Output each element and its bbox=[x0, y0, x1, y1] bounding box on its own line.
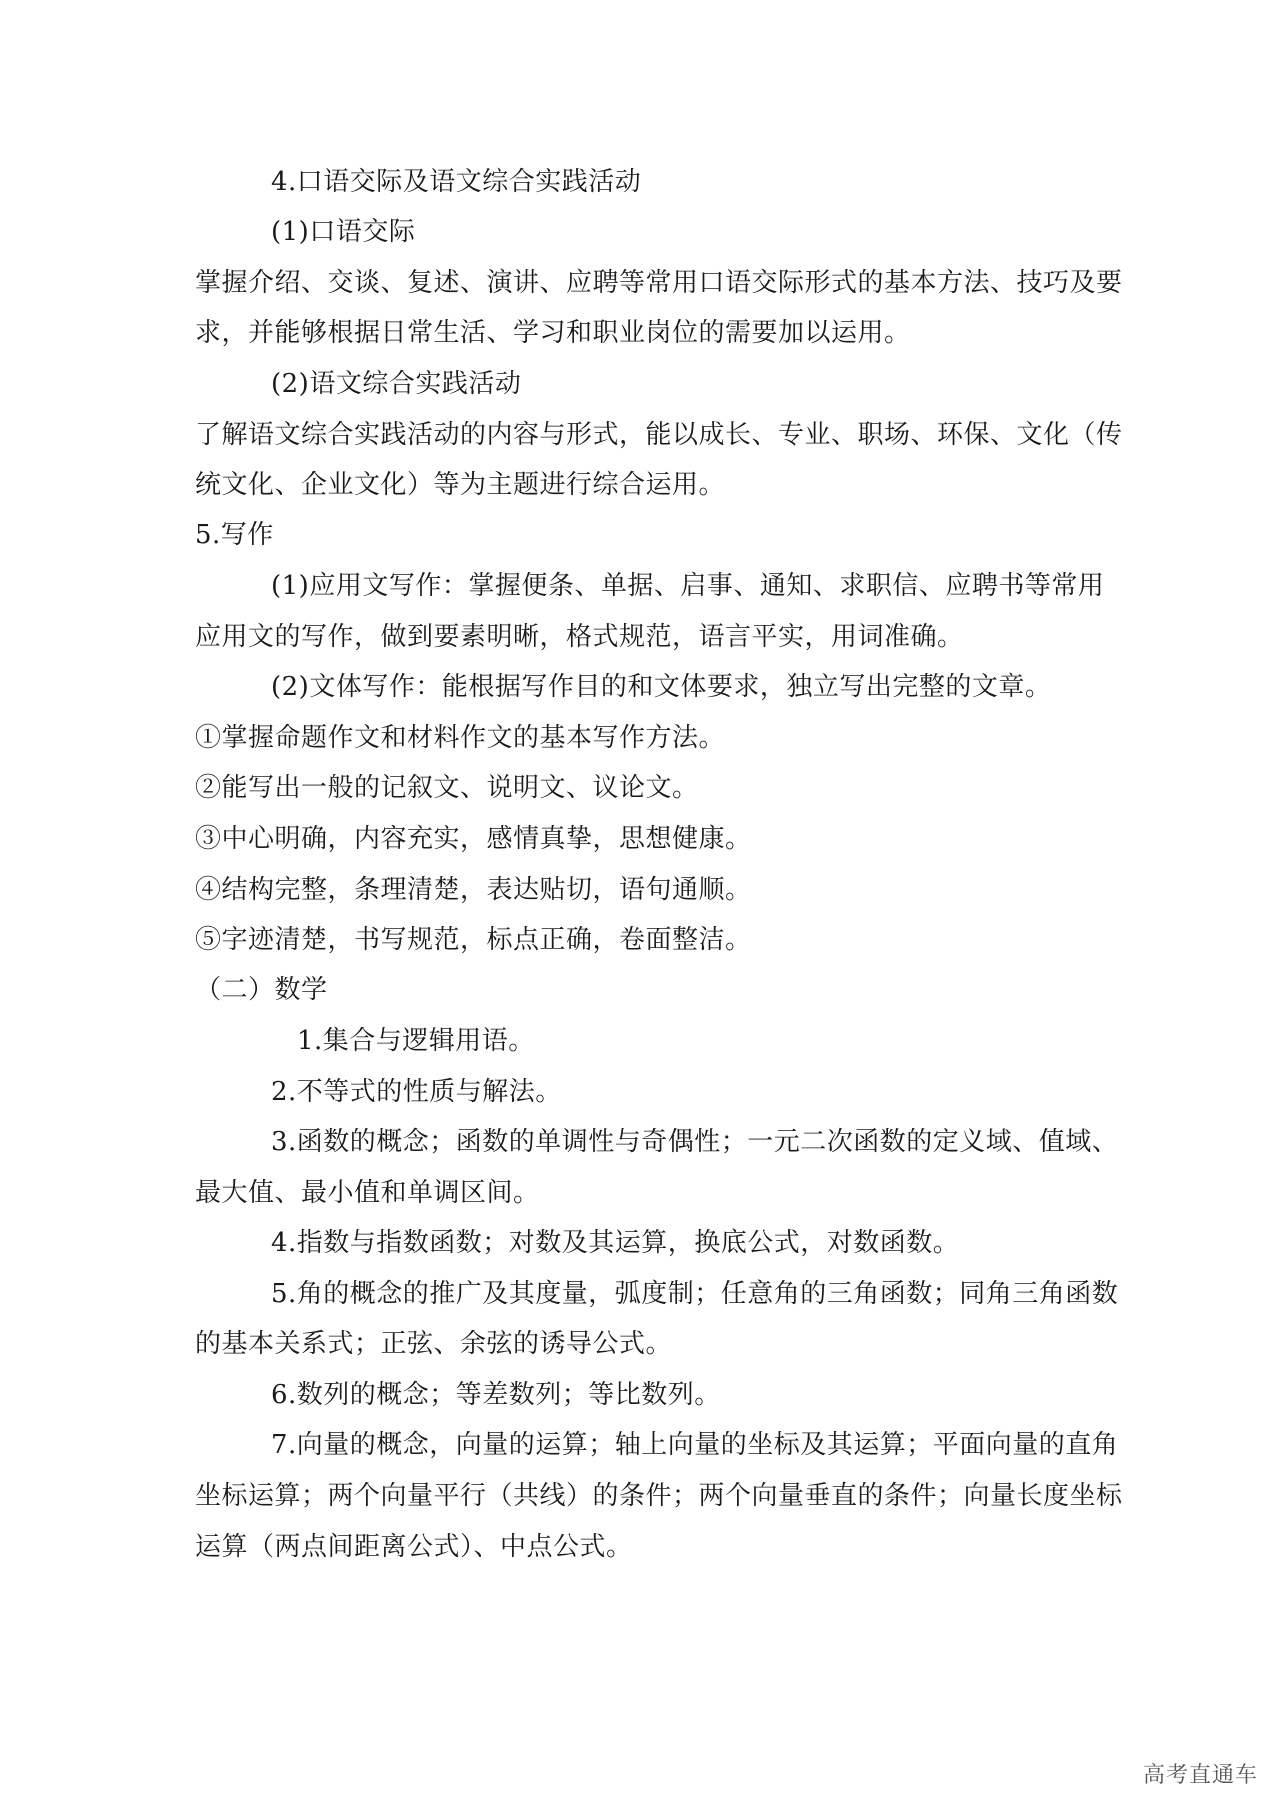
watermark: 高考直通车 bbox=[1142, 1763, 1258, 1788]
list-item: ④结构完整，条理清楚，表达贴切，语句通顺。 bbox=[195, 875, 752, 905]
paragraph-line: 了解语文综合实践活动的内容与形式，能以成长、专业、职场、环保、文化（传 bbox=[195, 420, 1123, 450]
paragraph-line: 掌握介绍、交谈、复述、演讲、应聘等常用口语交际形式的基本方法、技巧及要 bbox=[195, 268, 1123, 298]
paragraph-line: 5.角的概念的推广及其度量，弧度制；任意角的三角函数；同角三角函数 bbox=[271, 1279, 1119, 1309]
paragraph-line: 2.不等式的性质与解法。 bbox=[271, 1077, 562, 1107]
paragraph-line: 应用文的写作，做到要素明晰，格式规范，语言平实，用词准确。 bbox=[195, 622, 964, 652]
heading-writing: 5.写作 bbox=[195, 520, 274, 550]
list-item: ③中心明确，内容充实，感情真挚，思想健康。 bbox=[195, 824, 752, 854]
paragraph-line: 坐标运算；两个向量平行（共线）的条件；两个向量垂直的条件；向量长度坐标 bbox=[195, 1481, 1123, 1511]
list-item: ①掌握命题作文和材料作文的基本写作方法。 bbox=[195, 723, 726, 753]
paragraph-line: (1)应用文写作：掌握便条、单据、启事、通知、求职信、应聘书等常用 bbox=[271, 571, 1105, 601]
paragraph-line: 最大值、最小值和单调区间。 bbox=[195, 1178, 540, 1208]
paragraph-line: (2)文体写作：能根据写作目的和文体要求，独立写出完整的文章。 bbox=[271, 672, 1052, 702]
paragraph-line: 4.指数与指数函数；对数及其运算，换底公式，对数函数。 bbox=[271, 1228, 960, 1258]
heading-mathematics: （二）数学 bbox=[195, 975, 328, 1005]
paragraph-line: 统文化、企业文化）等为主题进行综合运用。 bbox=[195, 470, 726, 500]
paragraph-line: 6.数列的概念；等差数列；等比数列。 bbox=[271, 1380, 721, 1410]
subheading-comprehensive-practice: (2)语文综合实践活动 bbox=[271, 369, 522, 399]
paragraph-line: 3.函数的概念；函数的单调性与奇偶性；一元二次函数的定义域、值域、 bbox=[271, 1127, 1119, 1157]
subheading-oral-communication: (1)口语交际 bbox=[271, 217, 416, 247]
paragraph-line: 的基本关系式；正弦、余弦的诱导公式。 bbox=[195, 1329, 673, 1359]
paragraph-line: 1.集合与逻辑用语。 bbox=[297, 1026, 535, 1056]
paragraph-line: 运算（两点间距离公式）、中点公式。 bbox=[195, 1532, 633, 1562]
list-item: ⑤字迹清楚，书写规范，标点正确，卷面整洁。 bbox=[195, 925, 752, 955]
heading-oral-communication-and-practice: 4.口语交际及语文综合实践活动 bbox=[271, 167, 642, 197]
list-item: ②能写出一般的记叙文、说明文、议论文。 bbox=[195, 773, 699, 803]
paragraph-line: 求，并能够根据日常生活、学习和职业岗位的需要加以运用。 bbox=[195, 318, 911, 348]
paragraph-line: 7.向量的概念，向量的运算；轴上向量的坐标及其运算；平面向量的直角 bbox=[271, 1430, 1119, 1460]
